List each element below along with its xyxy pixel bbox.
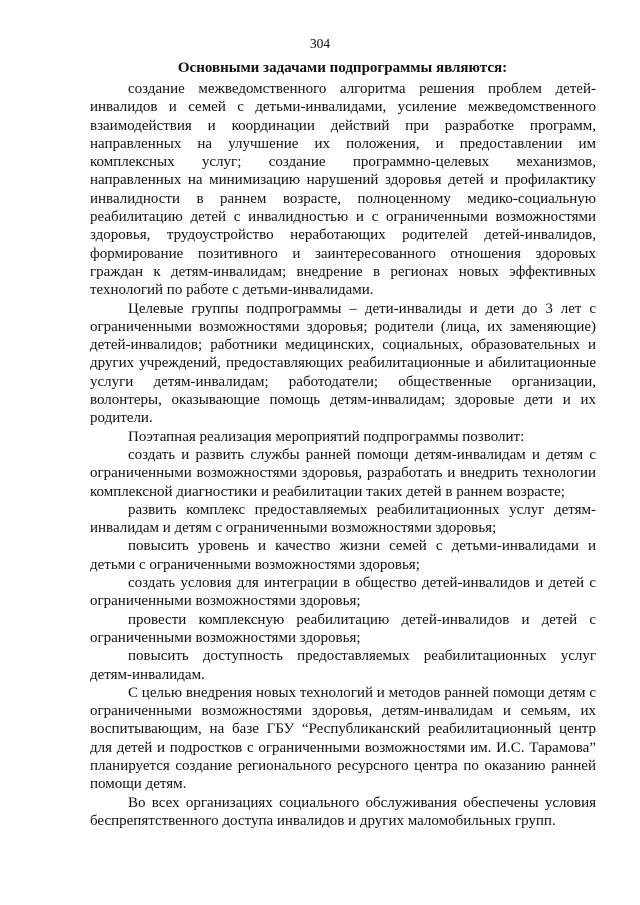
paragraph-item-rehab-services: развить комплекс предоставляемых реабилитационных услуг детям-инвалидам и детям с ограниченными возможностями здоровья; [90, 501, 596, 537]
paragraph-tasks: создание межведомственного алгоритма решения проблем детей-инвалидов и семей с детьми-инвалидами, усиление межведомственного взаимодействия и координации действий при разработке программ, направленных на улучшение их положения, и предоставлении им комплексных услуг; создание программно-целевых механизмов, направленных на минимизацию нарушений здоровья детей и профилактику инвалидности в раннем возрасте, полноценному медико-социальную реабилитацию детей с инвалидностью и с ограниченными возможностями здоровья, трудоустройство неработающих родителей детей-инвалидов, формирование позитивного и заинтересованного отношения здоровых граждан к детям-инвалидам; внедрение в регионах новых эффективных технологий по работе с детьми-инвалидами. [90, 81, 596, 299]
paragraph-item-integration: создать условия для интеграции в общество детей-инвалидов и детей с ограниченными возможностями здоровья; [90, 575, 596, 610]
body-text [90, 80, 596, 830]
paragraph-item-complex-rehab: провести комплексную реабилитацию детей-инвалидов и детей с ограниченными возможностями здоровья; [90, 611, 596, 646]
paragraph-accessibility-conditions: Во всех организациях социального обслуживания обеспечены условия беспрепятственного доступа инвалидов и других маломобильных групп. [90, 794, 596, 829]
page-number: 304 [309, 36, 331, 51]
paragraph-item-quality-of-life: повысить уровень и качество жизни семей с детьми-инвалидами и детьми с ограниченными возможностями здоровья; [90, 538, 596, 573]
paragraph-implementation-intro: Поэтапная реализация мероприятий подпрограммы позволит: [128, 428, 525, 445]
paragraph-target-groups: Целевые группы подпрограммы – дети-инвалиды и дети до 3 лет с ограниченными возможностями здоровья; родители (лица, их заменяющие) детей-инвалидов; работники медицинских, социальных, образовательных и других учреждений, предоставляющих реабилитационные и абилитационные услуги детям-инвалидам; работодатели; общественные организации, волонтеры, оказывающие помощь детям-инвалидам; здоровые дети и их родители. [90, 300, 596, 427]
paragraph-item-accessibility: повысить доступность предоставляемых реабилитационных услуг детям-инвалидам. [90, 648, 596, 683]
paragraph-resource-center: С целью внедрения новых технологий и методов ранней помощи детям с ограниченными возможностями здоровья, детям-инвалидам и семьям, их воспитывающим, на базе ГБУ “Республиканский реабилитационный центр для детей и подростков с ограниченными возможностями им. И.С. Тарамова” планируется создание регионального ресурсного центра по оказанию ранней помощи детям. [90, 684, 596, 793]
paragraph-item-early-help: создать и развить службы ранней помощи детям-инвалидам и детям с ограниченными возможностями здоровья, разработать и внедрить технологии комплексной диагностики и реабилитации таких детей в раннем возрасте; [90, 446, 596, 500]
section-heading: Основными задачами подпрограммы являются: [177, 60, 508, 76]
